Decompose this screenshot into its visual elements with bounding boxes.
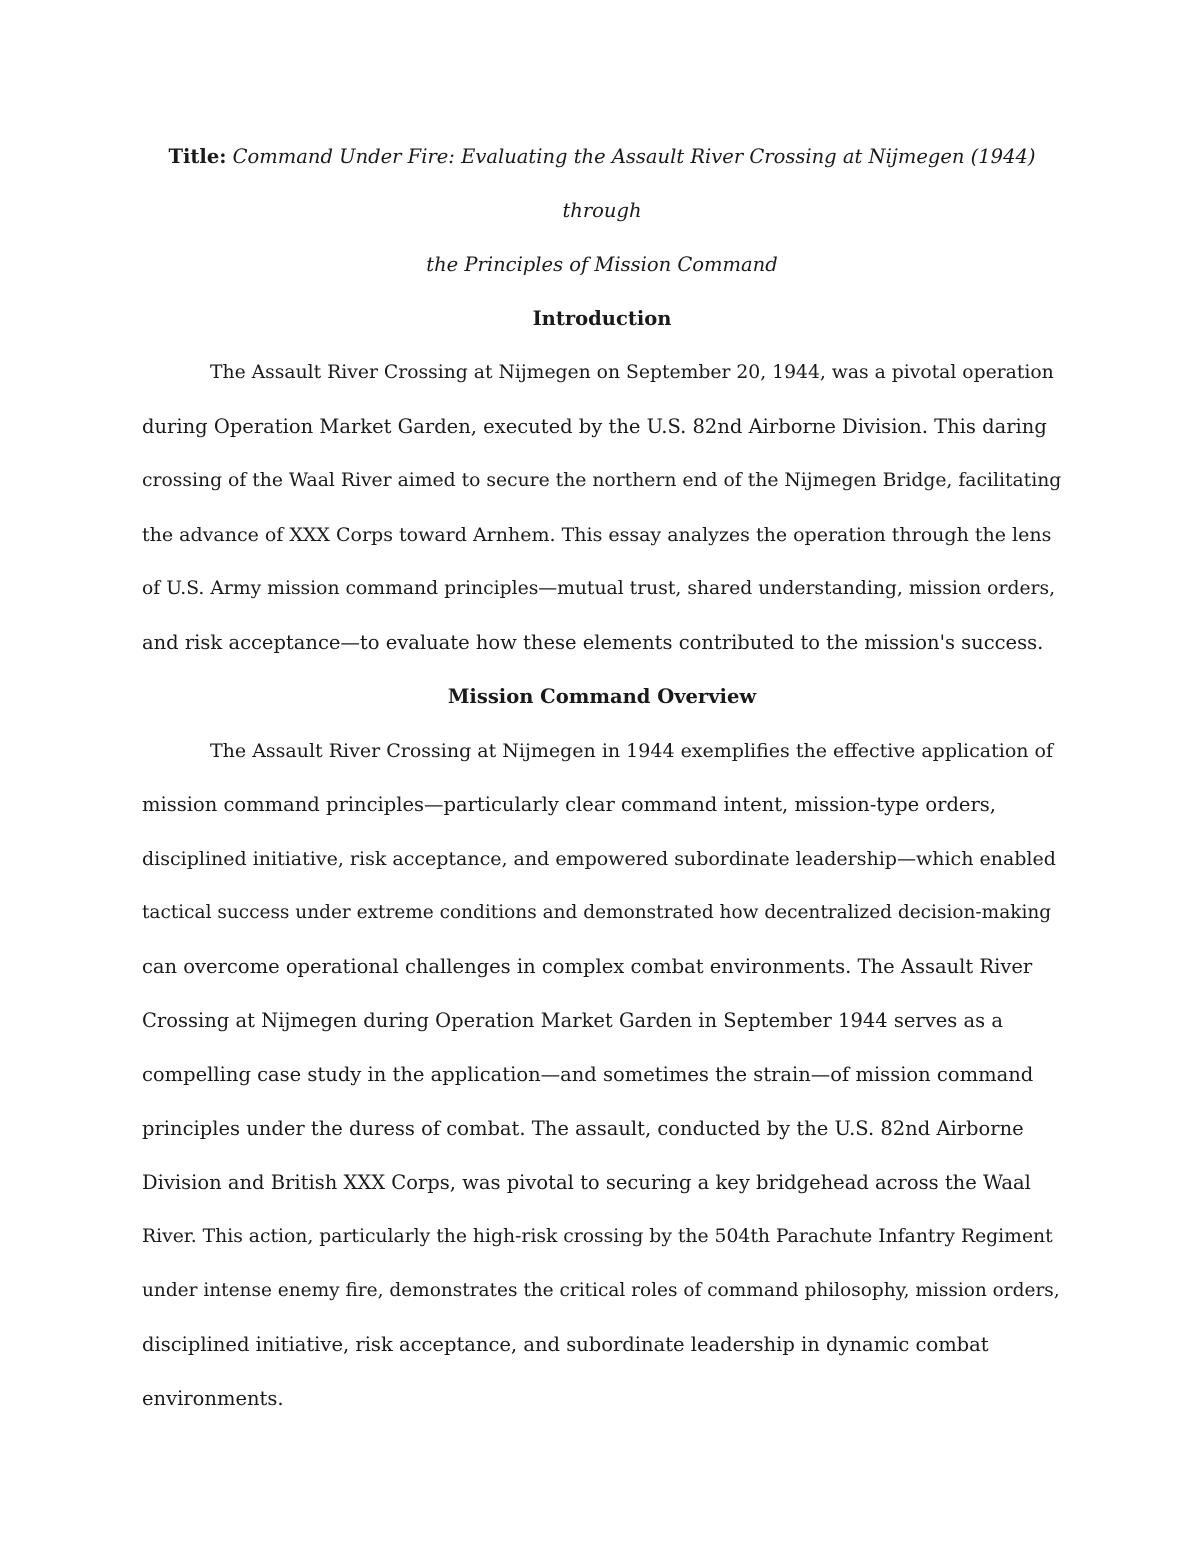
title-text-line-2: the Principles of Mission Command xyxy=(426,253,778,276)
paragraph-line: The Assault River Crossing at Nijmegen in 1944 exemplifies the effective application of xyxy=(210,740,1054,762)
mission-command-overview-paragraph xyxy=(142,724,1062,1426)
paragraph-line: under intense enemy fire, demonstrates the critical roles of command philosophy, mission orders, xyxy=(142,1280,1060,1301)
section-heading-mission-command-overview: Mission Command Overview xyxy=(447,685,757,708)
paragraph-line: The Assault River Crossing at Nijmegen on September 20, 1944, was a pivotal operation xyxy=(210,362,1054,383)
paragraph-line: crossing of the Waal River aimed to secure the northern end of the Nijmegen Bridge, facilitating xyxy=(142,470,1062,491)
paragraph-line: River. This action, particularly the high-risk crossing by the 504th Parachute Infantry Regiment xyxy=(142,1226,1053,1247)
document-page xyxy=(142,130,1062,1426)
title-line-2 xyxy=(142,238,1062,292)
paragraph-line: compelling case study in the application—and sometimes the strain—of mission command xyxy=(142,1063,1034,1086)
paragraph-line: the advance of XXX Corps toward Arnhem. This essay analyzes the operation through the lens xyxy=(142,524,1052,546)
section-heading-introduction: Introduction xyxy=(532,307,672,330)
paragraph-line: disciplined initiative, risk acceptance, and subordinate leadership in dynamic combat xyxy=(142,1333,989,1356)
title-text-line-1: Command Under Fire: Evaluating the Assault River Crossing at Nijmegen (1944) through xyxy=(232,145,1036,222)
paragraph-line: Crossing at Nijmegen during Operation Market Garden in September 1944 serves as a xyxy=(142,1009,1003,1032)
paragraph-line: disciplined initiative, risk acceptance, and empowered subordinate leadership—which enabled xyxy=(142,848,1056,870)
paragraph-line: mission command principles—particularly clear command intent, mission-type orders, xyxy=(142,793,996,816)
paragraph-line: and risk acceptance—to evaluate how these elements contributed to the mission's success. xyxy=(142,631,1044,654)
title-label: Title: xyxy=(168,145,227,168)
paragraph-line: of U.S. Army mission command principles—mutual trust, shared understanding, mission orders, xyxy=(142,578,1056,599)
paragraph-line: can overcome operational challenges in complex combat environments. The Assault River xyxy=(142,955,1033,978)
title-line-1 xyxy=(142,130,1062,238)
introduction-paragraph xyxy=(142,346,1062,670)
paragraph-line: during Operation Market Garden, executed by the U.S. 82nd Airborne Division. This daring xyxy=(142,415,1047,438)
paragraph-line: tactical success under extreme conditions and demonstrated how decentralized decision-making xyxy=(142,902,1052,923)
paragraph-line: environments. xyxy=(142,1387,284,1410)
paragraph-line: Division and British XXX Corps, was pivotal to securing a key bridgehead across the Waal xyxy=(142,1171,1031,1194)
paragraph-line: principles under the duress of combat. The assault, conducted by the U.S. 82nd Airborne xyxy=(142,1117,1024,1140)
